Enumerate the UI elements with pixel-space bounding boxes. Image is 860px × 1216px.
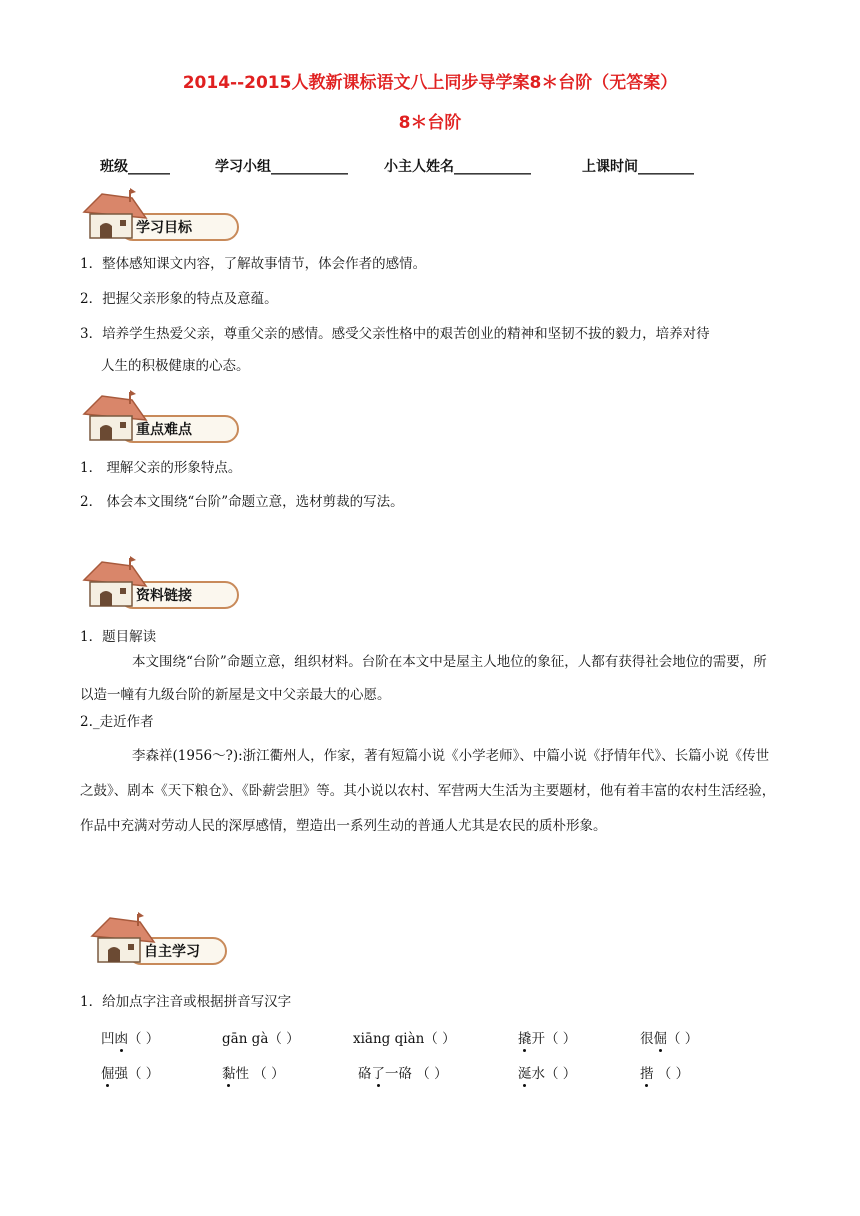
section-header-resources	[80, 556, 240, 612]
section-header-objectives	[80, 188, 240, 244]
dotted-char: 倔	[101, 1062, 115, 1082]
item-text: 凹	[101, 1031, 115, 1047]
pinyin-item	[222, 1027, 300, 1047]
host-name-field: 小主人姓名___________	[384, 159, 531, 175]
section-title-resources: 资料链接	[136, 588, 192, 604]
objective-item-3: 3．培养学生热爱父亲，尊重父亲的感情。感受父亲性格中的艰苦创业的精神和坚韧不拔的毅力，培养对待	[80, 326, 710, 342]
item-text: gān gà（ ）	[222, 1031, 300, 1047]
dotted-char: 倔	[654, 1027, 668, 1047]
objective-item-2: 2．把握父亲形象的特点及意蕴。	[80, 291, 278, 307]
answer-blank: 强（ ）	[114, 1066, 160, 1082]
item-text: 硌	[358, 1066, 372, 1082]
section-header-self-study	[88, 912, 248, 968]
section-title-key-points: 重点难点	[136, 422, 192, 438]
item-text: xiāng qiàn（ ）	[353, 1031, 456, 1047]
resource-heading-2: 2._走近作者	[80, 714, 154, 730]
document-subtitle: 8＊台阶	[398, 113, 462, 133]
resource-heading-1: 1．题目解读	[80, 629, 157, 645]
dotted-char: 凼	[115, 1027, 129, 1047]
answer-blank: 一硌 （ ）	[385, 1066, 448, 1082]
objective-item-1: 1．整体感知课文内容，了解故事情节，体会作者的感情。	[80, 256, 427, 272]
key-point-item-2: 2． 体会本文围绕“台阶”命题立意，选材剪裁的写法。	[80, 494, 404, 510]
pinyin-item	[358, 1062, 448, 1082]
dotted-char: 黏	[222, 1062, 236, 1082]
pinyin-item	[101, 1062, 159, 1082]
answer-blank: （ ）	[128, 1031, 160, 1047]
resource-text-2: 李森祥(1956～?):浙江衢州人，作家，著有短篇小说《小学老师》、中篇小说《抒情年代》、长篇小说《传世之鼓》、剧本《天下粮仓》、《卧薪尝胆》等。其小说以农村、军营两大生活为主要题材，他有着丰富的农村生活经验，作品中充满对劳动人民的深厚感情，塑造出一系列生动的普通人尤其是农民的质朴形象。	[80, 748, 776, 834]
section-header-key-points	[80, 390, 240, 446]
self-study-question: 1．给加点字注音或根据拼音写汉字	[80, 994, 292, 1010]
group-field: 学习小组___________	[215, 159, 348, 175]
section-title-self-study: 自主学习	[144, 944, 200, 960]
pinyin-item	[518, 1027, 576, 1047]
pinyin-item	[101, 1027, 159, 1047]
answer-blank: 开（ ）	[531, 1031, 577, 1047]
item-text: 很	[640, 1031, 654, 1047]
dotted-char: 了	[372, 1062, 386, 1082]
class-time-field: 上课时间________	[582, 159, 694, 175]
pinyin-item	[222, 1062, 285, 1082]
answer-blank: （ ）	[667, 1031, 699, 1047]
pinyin-item	[640, 1027, 698, 1047]
dotted-char: 涎	[518, 1062, 532, 1082]
dotted-char: 揩	[640, 1062, 654, 1082]
resource-text-1: 本文围绕“台阶”命题立意，组织材料。台阶在本文中是屋主人地位的象征，人都有获得社会地位的需要，所以造一幢有九级台阶的新屋是文中父亲最大的心愿。	[80, 654, 767, 703]
pinyin-item	[353, 1027, 456, 1047]
answer-blank: （ ）	[653, 1066, 690, 1082]
pinyin-item	[518, 1062, 576, 1082]
class-field: 班级______	[100, 159, 170, 175]
document-title: 2014--2015人教新课标语文八上同步导学案8＊台阶（无答案）	[182, 73, 678, 93]
key-point-item-1: 1． 理解父亲的形象特点。	[80, 460, 242, 476]
answer-blank: 性 （ ）	[235, 1066, 285, 1082]
objective-item-3-cont: 人生的积极健康的心态。	[101, 358, 250, 374]
answer-blank: 水（ ）	[531, 1066, 577, 1082]
section-title-objectives: 学习目标	[136, 220, 192, 236]
dotted-char: 撬	[518, 1027, 532, 1047]
pinyin-item	[640, 1062, 689, 1082]
